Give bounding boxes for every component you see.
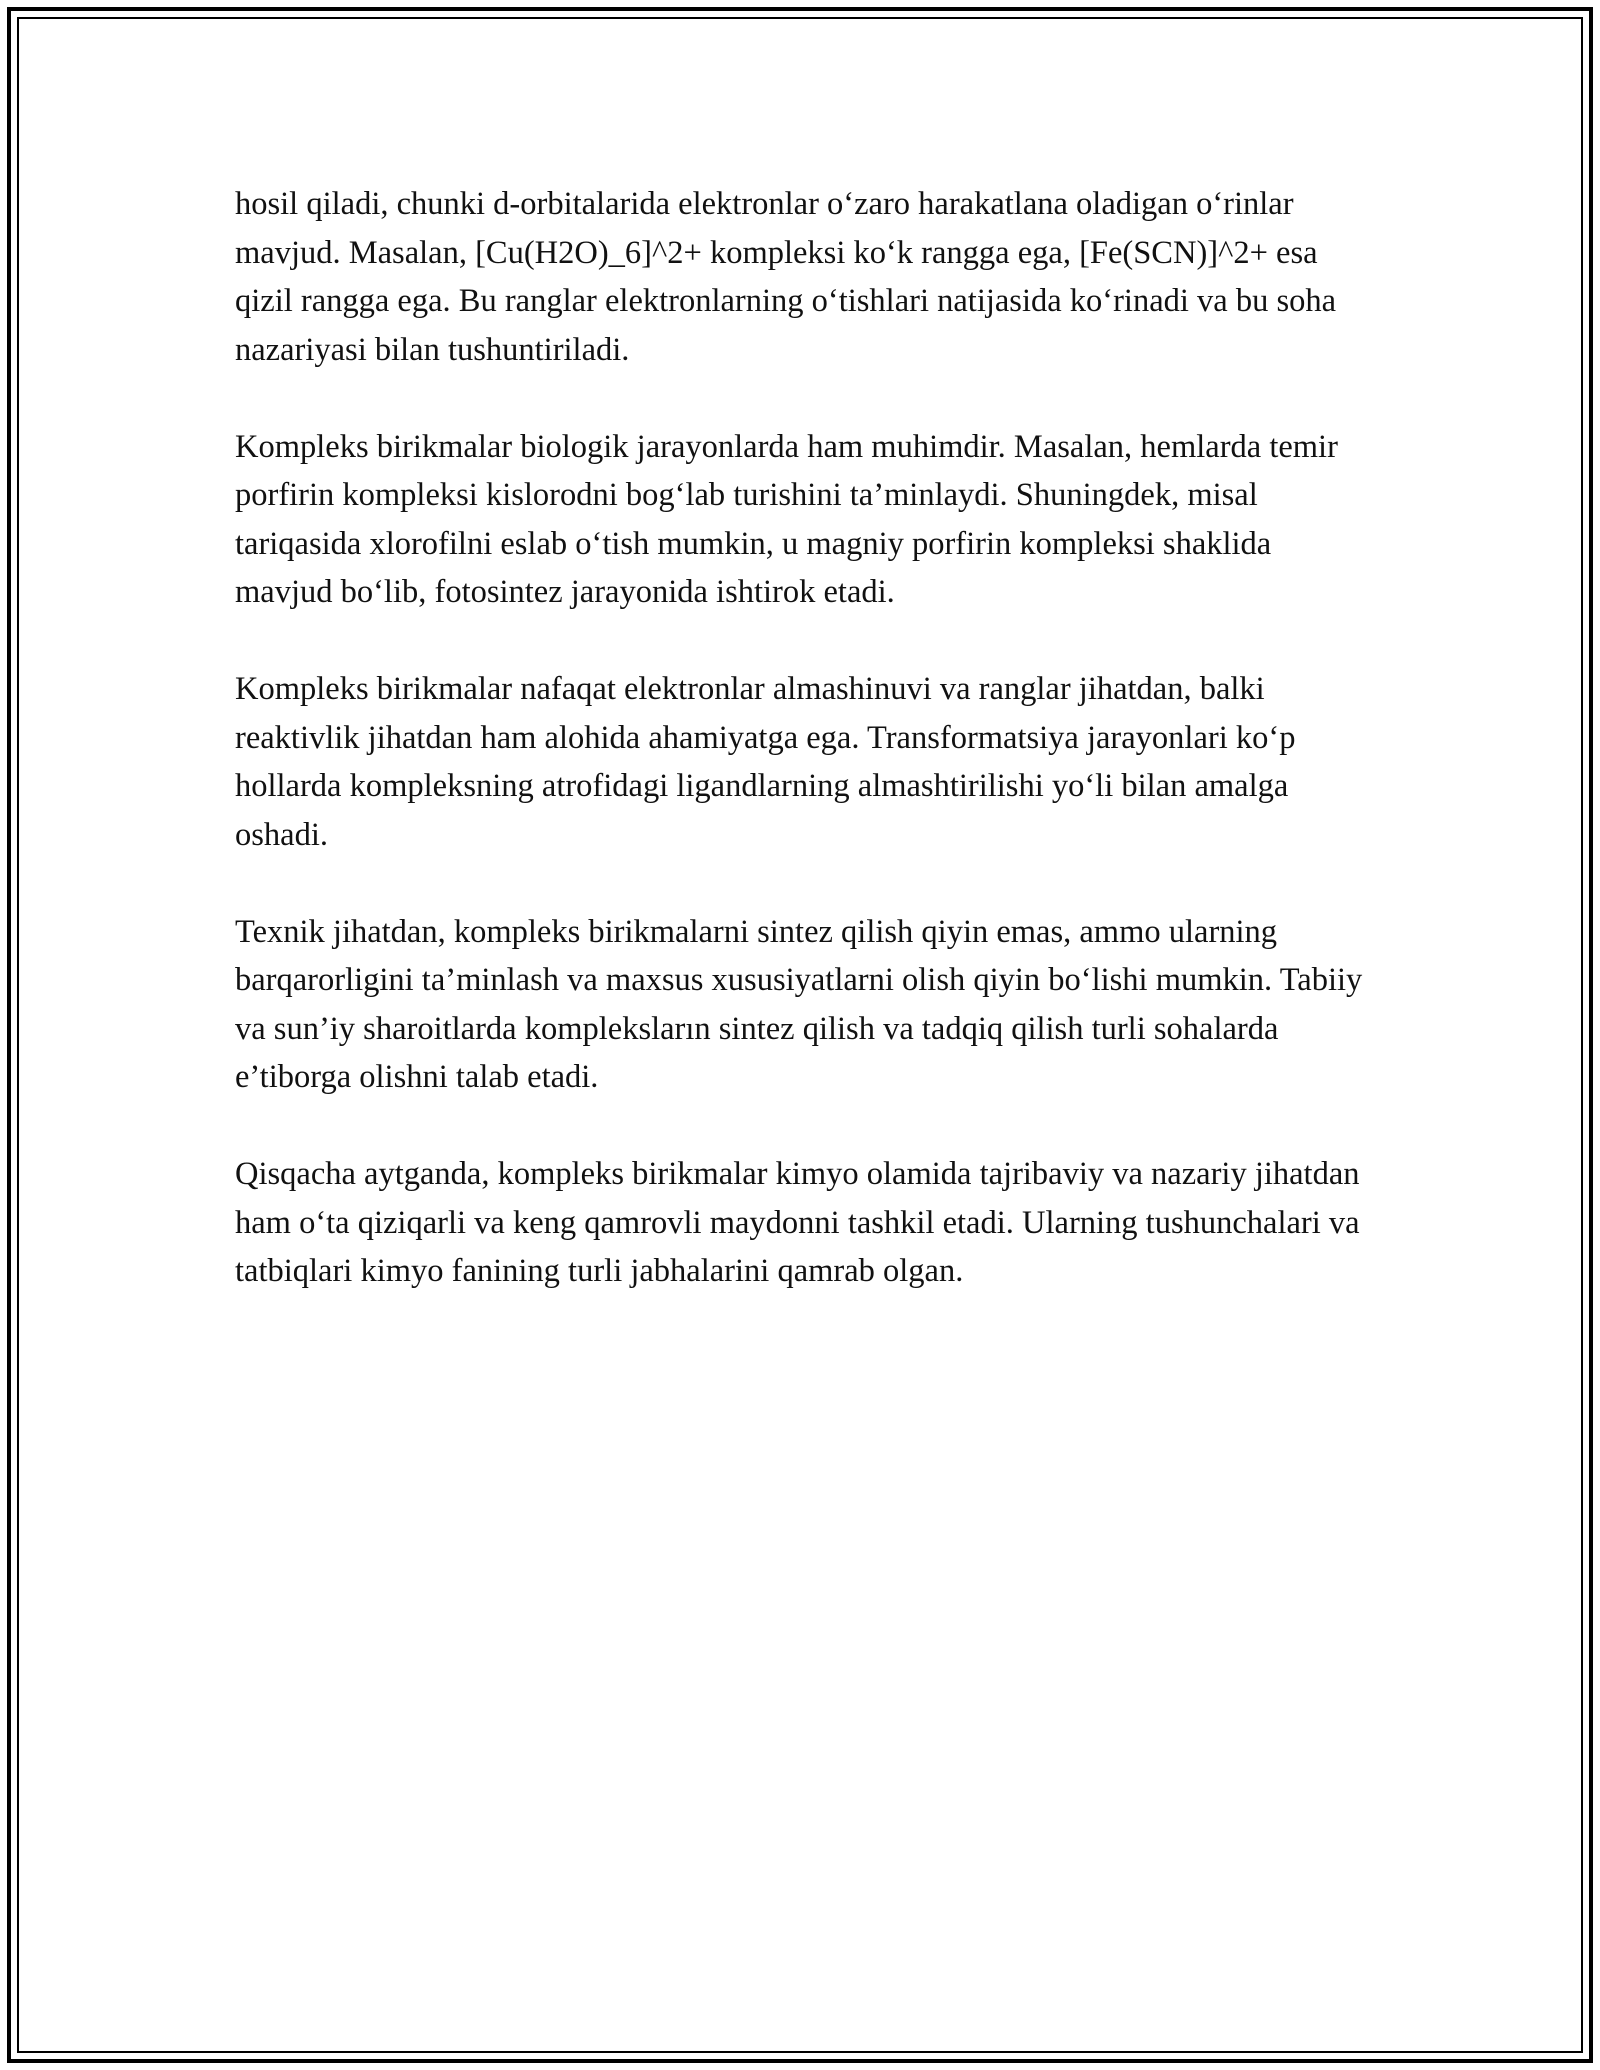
paragraph-2: Kompleks birikmalar biologik jarayonlarda ham muhimdir. Masalan, hemlarda temir porfirin kompleksi kislorodni bog‘lab turishini ta’minlaydi. Shuningdek, misal tariqasida xlorofilni eslab o‘tish mumkin, u magniy porfirin kompleksi shaklida mavjud bo‘lib, fotosintez jarayonida ishtirok etadi. <box>235 428 1338 610</box>
paragraph-1: hosil qiladi, chunki d-orbitalarida elektronlar o‘zaro harakatlana oladigan o‘rinlar mavjud. Masalan, [Cu(H2O)_6]^2+ kompleksi ko‘k rangga ega, [Fe(SCN)]^2+ esa qizil rangga ega. Bu ranglar elektronlarning o‘tishlari natijasida ko‘rinadi va bu soha nazariyasi bilan tushuntiriladi. <box>235 186 1337 368</box>
paragraph-3: Kompleks birikmalar nafaqat elektronlar almashinuvi va ranglar jihatdan, balki reaktivlik jihatdan ham alohida ahamiyatga ega. Transformatsiya jarayonlari ko‘p hollarda kompleksning atrofidagi ligandlarning almashtirilishi yo‘li bilan amalga oshadi. <box>235 671 1296 853</box>
paragraph-5: Qisqacha aytganda, kompleks birikmalar kimyo olamida tajribaviy va nazariy jihatdan ham o‘ta qiziqarli va keng qamrovli maydonni tashkil etadi. Ularning tushunchalari va tatbiqlari kimyo fanining turli jabhalarini qamrab olgan. <box>235 1156 1360 1289</box>
document-body <box>235 180 1375 1344</box>
paragraph-4: Texnik jihatdan, kompleks birikmalarni sintez qilish qiyin emas, ammo ularning barqarorligini ta’minlash va maxsus xususiyatlarni olish qiyin bo‘lishi mumkin. Tabiiy va sun’iy sharoitlarda kompleksların sintez qilish va tadqiq qilish turli sohalarda e’tiborga olishni talab etadi. <box>235 913 1363 1095</box>
